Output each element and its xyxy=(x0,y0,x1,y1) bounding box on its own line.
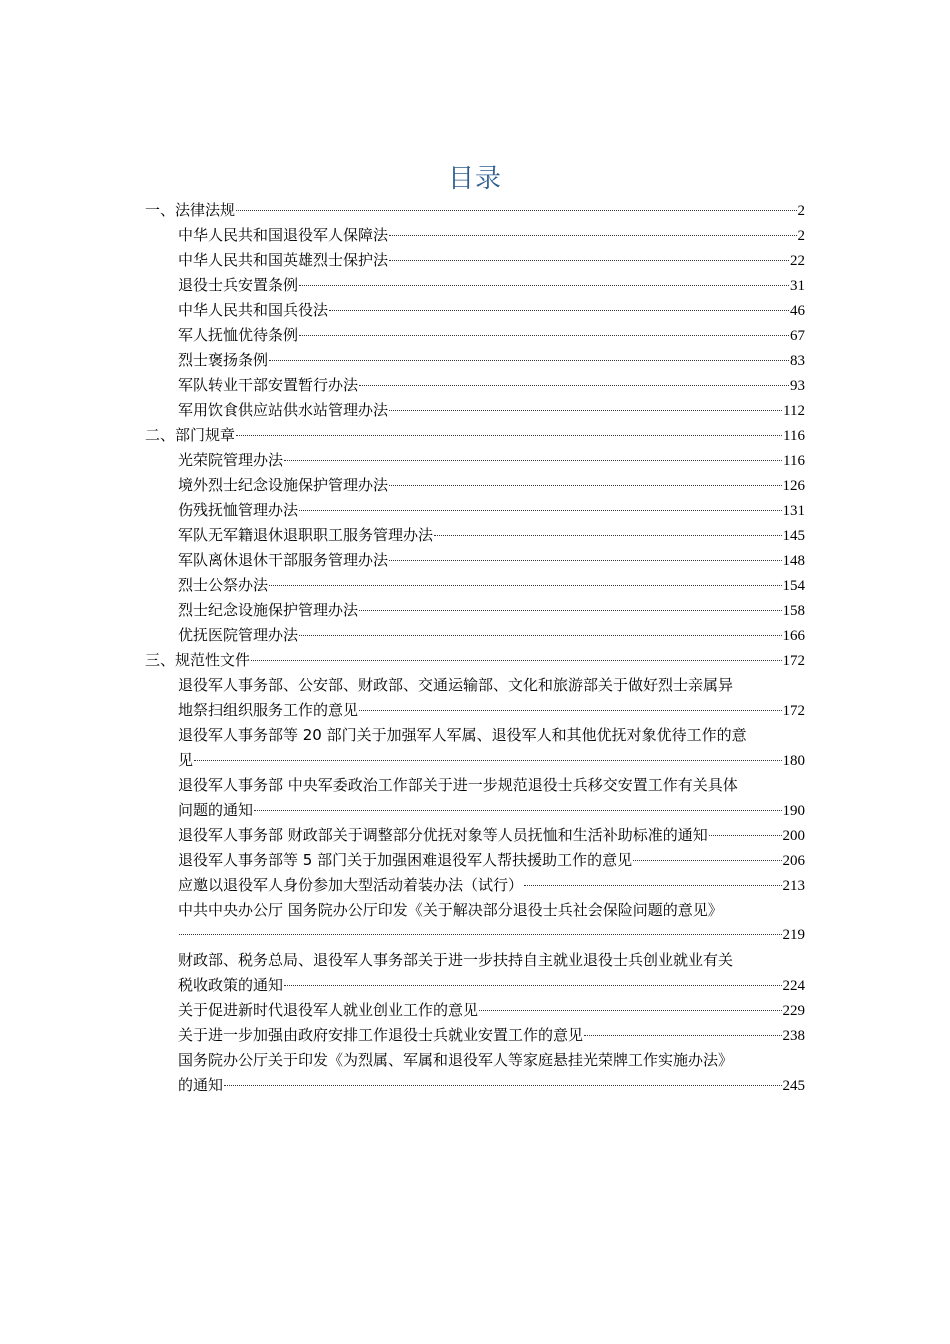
toc-page-number: 224 xyxy=(782,978,805,994)
toc-entry-title-line1: 国务院办公厅关于印发《为烈属、军属和退役军人等家庭悬挂光荣牌工作实施办法》 xyxy=(178,1051,734,1069)
toc-page-number: 93 xyxy=(790,378,805,394)
toc-entry-title: 境外烈士纪念设施保护管理办法 xyxy=(178,476,389,494)
toc-entry-title: 退役军人事务部等 5 部门关于加强困难退役军人帮扶援助工作的意见 xyxy=(178,851,633,869)
toc-entry-title: 中华人民共和国退役军人保障法 xyxy=(178,226,389,244)
dot-leader xyxy=(251,660,781,661)
toc-entry-title: 伤残抚恤管理办法 xyxy=(178,501,299,519)
dot-leader xyxy=(236,210,796,211)
toc-entry-title: 烈士褒扬条例 xyxy=(178,351,269,369)
toc-page-number: 219 xyxy=(782,927,805,943)
toc-title: 目录 xyxy=(447,164,502,194)
dot-leader xyxy=(434,535,781,536)
toc-page-number: 180 xyxy=(782,753,805,769)
dot-leader xyxy=(236,435,782,436)
toc-page-number: 31 xyxy=(790,278,805,294)
toc-entry[interactable] xyxy=(178,623,805,648)
toc-page-number: 158 xyxy=(782,603,805,619)
dot-leader xyxy=(224,1085,781,1086)
toc-page-number: 116 xyxy=(783,453,805,469)
toc-entry[interactable] xyxy=(178,773,805,823)
toc-entry-title: 一、法律法规 xyxy=(145,201,236,219)
toc-entry-title: 的通知 xyxy=(178,1076,224,1094)
toc-page-number: 166 xyxy=(782,628,805,644)
toc-entry[interactable] xyxy=(178,948,805,998)
toc-page-number: 229 xyxy=(782,1003,805,1019)
toc-entry-title: 中华人民共和国兵役法 xyxy=(178,301,329,319)
toc-entry-title: 军人抚恤优待条例 xyxy=(178,326,299,344)
toc-entry[interactable] xyxy=(178,723,805,773)
toc-entry-title-line1: 中共中央办公厅 国务院办公厅印发《关于解决部分退役士兵社会保险问题的意见》 xyxy=(178,901,723,919)
toc-entry[interactable] xyxy=(178,348,805,373)
toc-entry[interactable] xyxy=(178,248,805,273)
dot-leader xyxy=(284,985,781,986)
toc-page-number: 145 xyxy=(782,528,805,544)
toc-page-number: 83 xyxy=(790,353,805,369)
dot-leader xyxy=(179,934,782,935)
toc-entry-title: 军队离休退休干部服务管理办法 xyxy=(178,551,389,569)
toc-entry-title: 退役军人事务部 财政部关于调整部分优抚对象等人员抚恤和生活补助标准的通知 xyxy=(178,826,708,844)
toc-section[interactable] xyxy=(145,648,805,673)
toc-entry-title: 三、规范性文件 xyxy=(145,651,251,669)
dot-leader xyxy=(194,760,781,761)
toc-entry-title: 问题的通知 xyxy=(178,801,254,819)
toc-page-number: 112 xyxy=(783,403,805,419)
toc-page-number: 206 xyxy=(782,853,805,869)
toc-page-number: 126 xyxy=(782,478,805,494)
toc-section[interactable] xyxy=(145,198,805,223)
toc-entry-title: 光荣院管理办法 xyxy=(178,451,284,469)
toc-page-number: 2 xyxy=(797,228,805,244)
dot-leader xyxy=(284,460,782,461)
toc-entry-title-line1: 退役军人事务部 中央军委政治工作部关于进一步规范退役士兵移交安置工作有关具体 xyxy=(178,776,738,794)
toc-entry[interactable] xyxy=(178,823,805,848)
toc-entry[interactable] xyxy=(178,548,805,573)
dot-leader xyxy=(524,885,781,886)
dot-leader xyxy=(359,385,789,386)
toc-entry[interactable] xyxy=(178,498,805,523)
toc-entry[interactable] xyxy=(178,573,805,598)
toc-entry[interactable] xyxy=(178,523,805,548)
toc-page-number: 200 xyxy=(782,828,805,844)
toc-entry[interactable] xyxy=(178,323,805,348)
dot-leader xyxy=(254,810,781,811)
toc-page-number: 116 xyxy=(783,428,805,444)
toc-entry[interactable] xyxy=(178,223,805,248)
toc-entry-title: 优抚医院管理办法 xyxy=(178,626,299,644)
toc-entry[interactable] xyxy=(178,1023,805,1048)
toc-entry-title: 二、部门规章 xyxy=(145,426,236,444)
toc-page-number: 213 xyxy=(782,878,805,894)
toc-entry[interactable] xyxy=(178,598,805,623)
dot-leader xyxy=(709,835,782,836)
toc-page-number: 154 xyxy=(782,578,805,594)
toc-page-number: 46 xyxy=(790,303,805,319)
dot-leader xyxy=(329,310,789,311)
toc-entry-title-line1: 退役军人事务部等 20 部门关于加强军人军属、退役军人和其他优抚对象优待工作的意 xyxy=(178,726,747,744)
dot-leader xyxy=(299,285,789,286)
toc-entry[interactable] xyxy=(178,673,805,723)
dot-leader xyxy=(389,485,781,486)
toc-page-number: 190 xyxy=(782,803,805,819)
toc-entry[interactable] xyxy=(178,1048,805,1098)
toc-entry-title: 退役士兵安置条例 xyxy=(178,276,299,294)
toc-page-number: 245 xyxy=(782,1078,805,1094)
dot-leader xyxy=(389,410,782,411)
toc-entry[interactable] xyxy=(178,448,805,473)
toc-entry[interactable] xyxy=(178,373,805,398)
toc-entry[interactable] xyxy=(178,998,805,1023)
dot-leader xyxy=(389,235,796,236)
toc-entry[interactable] xyxy=(178,848,805,873)
toc-page-number: 172 xyxy=(782,703,805,719)
toc-entry-title: 烈士纪念设施保护管理办法 xyxy=(178,601,359,619)
toc-page-number: 67 xyxy=(790,328,805,344)
toc-entry[interactable] xyxy=(178,298,805,323)
toc-section[interactable] xyxy=(145,423,805,448)
toc-entry[interactable] xyxy=(178,398,805,423)
toc-page-number: 172 xyxy=(782,653,805,669)
toc-entry-title: 军用饮食供应站供水站管理办法 xyxy=(178,401,389,419)
toc-page-number: 22 xyxy=(790,253,805,269)
toc-entry[interactable] xyxy=(178,898,805,948)
toc-entry-title: 应邀以退役军人身份参加大型活动着装办法（试行） xyxy=(178,876,524,894)
dot-leader xyxy=(299,335,789,336)
table-of-contents xyxy=(0,198,950,1098)
toc-page-number: 2 xyxy=(797,203,805,219)
toc-entry-title: 地祭扫组织服务工作的意见 xyxy=(178,701,359,719)
toc-entry[interactable] xyxy=(178,273,805,298)
toc-entry-title: 军队无军籍退休退职职工服务管理办法 xyxy=(178,526,434,544)
toc-entry-title: 中华人民共和国英雄烈士保护法 xyxy=(178,251,389,269)
toc-entry-title: 见 xyxy=(178,751,194,769)
toc-page-number: 238 xyxy=(782,1028,805,1044)
toc-entry-title: 军队转业干部安置暂行办法 xyxy=(178,376,359,394)
toc-entry-title-line1: 退役军人事务部、公安部、财政部、交通运输部、文化和旅游部关于做好烈士亲属异 xyxy=(178,676,734,694)
dot-leader xyxy=(359,610,781,611)
toc-entry-title-line1: 财政部、税务总局、退役军人事务部关于进一步扶持自主就业退役士兵创业就业有关 xyxy=(178,951,734,969)
dot-leader xyxy=(299,510,781,511)
toc-entry-title: 税收政策的通知 xyxy=(178,976,284,994)
toc-entry-title: 烈士公祭办法 xyxy=(178,576,269,594)
toc-entry-title: 关于进一步加强由政府安排工作退役士兵就业安置工作的意见 xyxy=(178,1026,584,1044)
dot-leader xyxy=(389,260,789,261)
dot-leader xyxy=(359,710,781,711)
dot-leader xyxy=(633,860,781,861)
dot-leader xyxy=(479,1010,781,1011)
toc-page-number: 148 xyxy=(782,553,805,569)
toc-entry[interactable] xyxy=(178,473,805,498)
dot-leader xyxy=(269,360,789,361)
dot-leader xyxy=(269,585,781,586)
toc-entry[interactable] xyxy=(178,873,805,898)
dot-leader xyxy=(584,1035,781,1036)
dot-leader xyxy=(389,560,781,561)
toc-entry-title: 关于促进新时代退役军人就业创业工作的意见 xyxy=(178,1001,479,1019)
toc-page-number: 131 xyxy=(782,503,805,519)
dot-leader xyxy=(299,635,781,636)
